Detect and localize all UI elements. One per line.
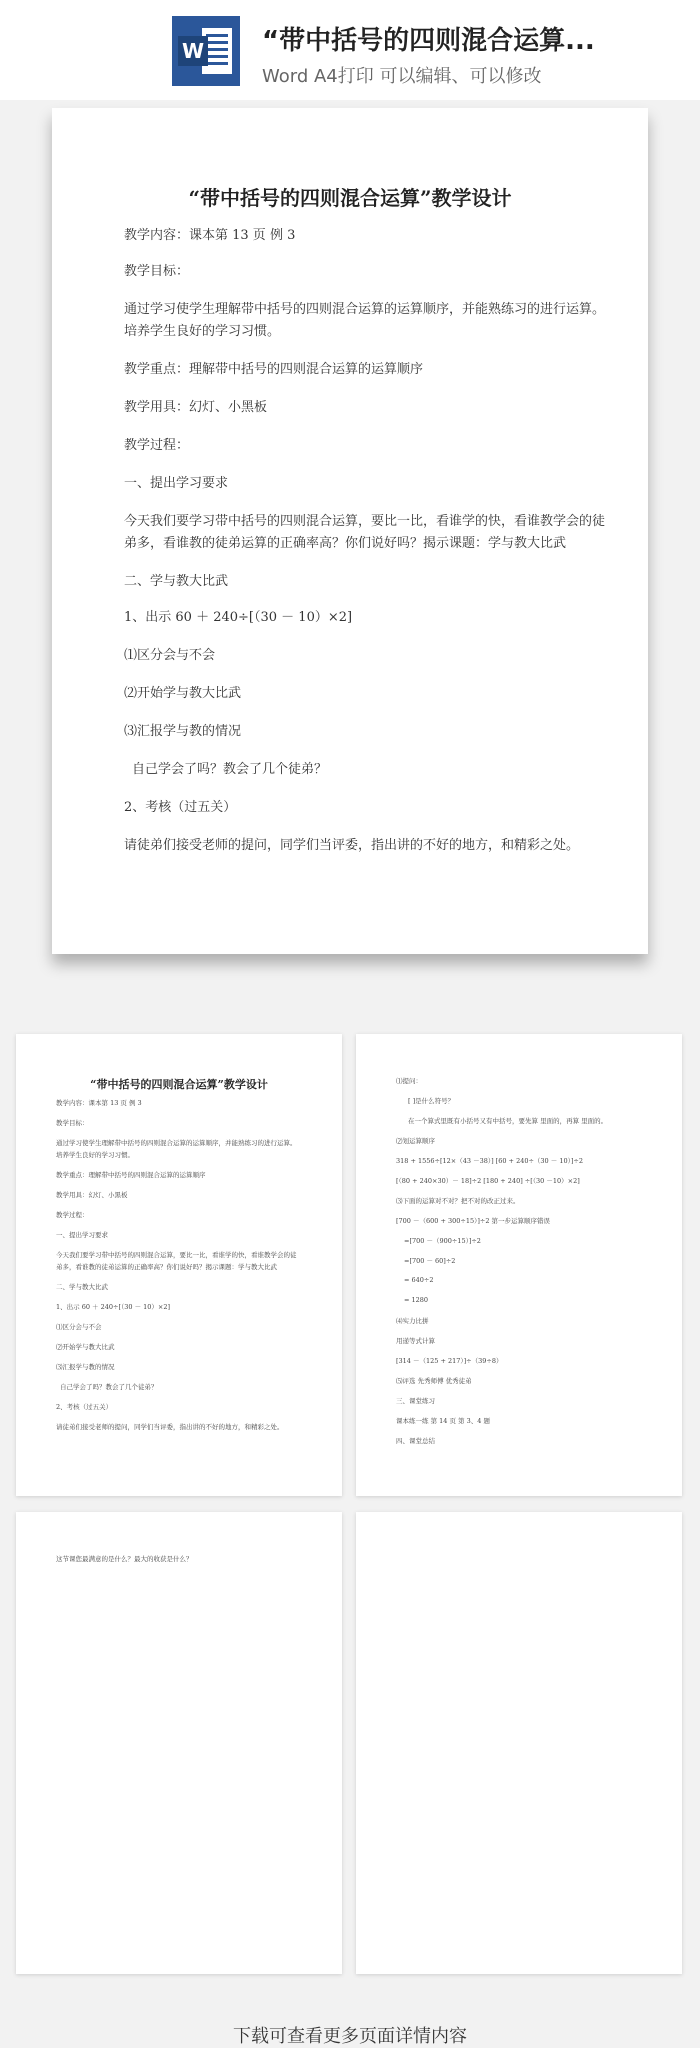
content-line: =[700 － 60]÷2: [404, 1257, 456, 1265]
content-line: = 1280: [404, 1296, 429, 1304]
view-more-link[interactable]: 下载可查看更多页面详情内容: [233, 2026, 467, 2047]
content-line: ⑶下面的运算对不对？把不对的改正过来。: [396, 1197, 520, 1205]
content-line: 教学目标：: [56, 1119, 89, 1127]
page-thumbnail-2[interactable]: [356, 1034, 682, 1496]
content-line: 通过学习使学生理解带中括号的四则混合运算的运算顺序，并能熟练习的进行运算。: [56, 1139, 297, 1147]
content-line: 在一个算式里既有小括号又有中括号，要先算 里面的，再算 里面的。: [408, 1117, 608, 1125]
content-line: 培养学生良好的学习习惯。: [124, 324, 281, 339]
content-line: ⑷实力比拼: [396, 1317, 429, 1325]
content-line: ⑴区分会与不会: [124, 648, 216, 663]
content-line: 2、考核（过五关）: [56, 1403, 113, 1411]
content-line: 1、出示 60 ＋ 240÷[（30 － 10）×2]: [56, 1303, 171, 1311]
content-line: ⑶汇报学与教的情况: [124, 724, 242, 739]
header: [0, 0, 700, 100]
content-line: [700 －（600 + 300÷15）]÷2 第一步运算顺序错误: [396, 1217, 551, 1225]
content-line: 今天我们要学习带中括号的四则混合运算，要比一比，看谁学的快，看谁教学会的徒: [124, 514, 606, 529]
content-line: 教学过程：: [56, 1211, 89, 1219]
content-line: 教学过程：: [124, 438, 190, 453]
content-line: 四、课堂总结: [396, 1437, 435, 1445]
content-line: 2、考核（过五关）: [124, 800, 237, 815]
content-line: 三、课堂练习: [396, 1397, 435, 1405]
content-line: 318 + 1556÷[12×（43 －38）] [60 + 240÷（30 － 10）]÷2: [396, 1157, 583, 1165]
page-preview-large: [52, 108, 648, 954]
content-line: 请徒弟们接受老师的提问，同学们当评委，指出讲的不好的地方，和精彩之处。: [124, 838, 580, 853]
content-line: = 640÷2: [404, 1276, 434, 1284]
content-line: 1、出示 60 ＋ 240÷[（30 － 10）×2]: [124, 610, 353, 625]
content-line: 课本练一练 第 14 页 第 3、4 题: [396, 1417, 490, 1425]
content-line: 教学内容：课本第 13 页 例 3: [56, 1099, 142, 1107]
content-line: [（80 + 240×30）－ 18]÷2 [180 + 240] ÷[（30 －10）×2]: [396, 1177, 580, 1185]
page-title: “带中括号的四则混合运算”教学设计: [188, 186, 512, 210]
page-title: “带中括号的四则混合运算”教学设计: [90, 1078, 268, 1091]
content-line: ⑵开始学与教大比武: [124, 686, 242, 701]
content-line: 二、学与教大比武: [56, 1283, 108, 1291]
content-line: 教学用具：幻灯、小黑板: [124, 400, 268, 415]
content-line: 教学重点：理解带中括号的四则混合运算的运算顺序: [56, 1171, 206, 1179]
content-line: 二、学与教大比武: [124, 574, 229, 589]
content-line: [314 －（125 + 217）]÷（39÷8）: [396, 1357, 503, 1365]
content-line: 通过学习使学生理解带中括号的四则混合运算的运算顺序，并能熟练习的进行运算。: [124, 302, 606, 317]
page-thumbnail-3[interactable]: [16, 1512, 342, 1974]
document-subtitle: Word A4打印 可以编辑、可以修改: [262, 66, 542, 87]
content-line: 请徒弟们接受老师的提问，同学们当评委，指出讲的不好的地方，和精彩之处。: [56, 1423, 284, 1431]
content-line: 自己学会了吗？教会了几个徒弟？: [132, 762, 328, 777]
content-line: 一、提出学习要求: [56, 1231, 108, 1239]
content-line: ⑴提问：: [396, 1077, 422, 1085]
content-line: 教学重点：理解带中括号的四则混合运算的运算顺序: [124, 362, 424, 377]
document-title: “带中括号的四则混合运算...: [262, 26, 595, 56]
logo-letter: W: [181, 39, 205, 63]
content-line: 教学目标：: [124, 264, 190, 279]
content-line: ⑸评选 先秀师傅 优秀徒弟: [396, 1377, 472, 1385]
content-line: 这节课您最满意的是什么？最大的收获是什么？: [56, 1555, 193, 1563]
content-line: ⑵开始学与教大比武: [56, 1343, 115, 1351]
content-line: 一、提出学习要求: [124, 476, 229, 491]
page-thumbnail-4[interactable]: [356, 1512, 682, 1974]
content-line: 教学用具：幻灯、小黑板: [56, 1191, 128, 1199]
content-line: 今天我们要学习带中括号的四则混合运算，要比一比，看谁学的快，看谁教学会的徒: [56, 1251, 297, 1259]
word-icon: [172, 16, 240, 86]
content-line: ⑵划运算顺序: [396, 1137, 435, 1145]
content-line: ⑴区分会与不会: [56, 1323, 102, 1331]
content-line: ⑶汇报学与教的情况: [56, 1363, 115, 1371]
content-line: [ ]是什么符号？: [408, 1097, 455, 1105]
content-line: 弟多，看谁教的徒弟运算的正确率高？你们说好吗？揭示课题：学与教大比武: [56, 1263, 277, 1271]
content-line: =[700 －（900÷15）]÷2: [404, 1237, 481, 1245]
content-line: 教学内容：课本第 13 页 例 3: [124, 228, 296, 243]
page-thumbnail-1[interactable]: [16, 1034, 342, 1496]
content-line: 用递等式计算: [396, 1337, 435, 1345]
content-line: 自己学会了吗？教会了几个徒弟？: [60, 1383, 158, 1391]
content-line: 弟多，看谁教的徒弟运算的正确率高？你们说好吗？揭示课题：学与教大比武: [124, 536, 567, 551]
content-line: 培养学生良好的学习习惯。: [56, 1151, 134, 1159]
